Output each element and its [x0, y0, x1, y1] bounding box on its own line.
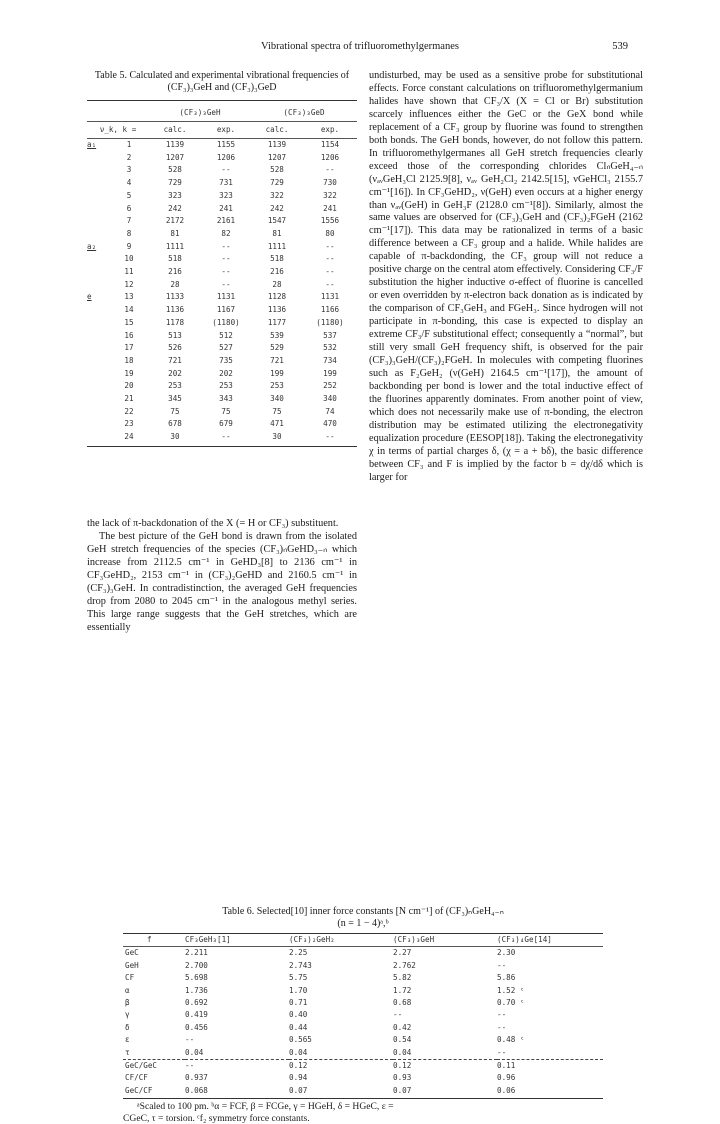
- table-5-cell-e2: --: [325, 241, 335, 251]
- table-6-cell-f: GeC: [123, 947, 185, 960]
- table-5-cell-e1: 512: [219, 330, 233, 340]
- table-6-col-header-4: (CF₃)₄Ge[14]: [497, 935, 552, 944]
- table-6-cell-v3: --: [393, 1010, 403, 1020]
- table-row: [87, 164, 357, 177]
- table-5-cell-c1: 1111: [165, 241, 185, 251]
- table-5-cell-c2: 721: [270, 355, 284, 365]
- table-5-cell-e2: 241: [323, 203, 337, 213]
- table-row: [87, 279, 357, 292]
- table-6-cell-v4: 0.48 ᶜ: [497, 1035, 525, 1045]
- table-6-cell-v3: 0.04: [393, 1047, 412, 1057]
- table-6: [123, 906, 603, 1124]
- table-5-col-header-calc-1: calc.: [149, 122, 201, 139]
- table-5-cell-c2: 216: [270, 267, 284, 277]
- table-5-cell-e2: 1556: [320, 216, 340, 226]
- table-row: [87, 355, 357, 368]
- table-5-cell-k: 17: [124, 343, 134, 353]
- table-row: [123, 972, 603, 984]
- table-row: [87, 291, 357, 304]
- running-title: Vibrational spectra of trifluoromethylgermanes: [261, 41, 459, 52]
- page-header: [0, 41, 720, 57]
- table-6-cell-f: CF/CF: [125, 1073, 148, 1083]
- table-row: [87, 266, 357, 279]
- table-5-cell-e1: 679: [219, 419, 233, 429]
- left-paragraph-1: the lack of π-backdonation of the X (= H or CF₃) substituent.: [87, 518, 339, 529]
- table-row: [87, 368, 357, 381]
- table-row: [123, 1060, 603, 1073]
- table-6-cell-v4: 2.30: [497, 947, 603, 960]
- table-6-cell-v2: 0.04: [289, 1047, 308, 1057]
- table-6-cell-f: δ: [125, 1022, 130, 1032]
- table-5-cell-c2: 528: [270, 165, 284, 175]
- table-5-cell-c1: 678: [168, 419, 182, 429]
- left-paragraph-2: The best picture of the GeH bond is drawn from the isolated GeH stretch frequencies of the species (CF₃)ₙGeHD₃₋ₙ which increase from 2112.5 cm⁻¹ in GeHD₃[8] to 2136 cm⁻¹ in CF₃GeHD₂, 2153 cm⁻¹ in (CF₃)₂GeHD and 2160.5 cm⁻¹ in (CF₃)₃GeH. In contradistinction, the averaged GeH frequencies drop from 2080 to 2045 cm⁻¹ in the analogous methyl series. This large range suggests that the GeH stretches, which are essentially: [87, 530, 357, 633]
- table-6-cell-v2: 0.44: [289, 1022, 308, 1032]
- table-5-cell-sym: [87, 355, 109, 368]
- table-6-cell-v4: --: [497, 1010, 507, 1020]
- table-6-cell-v4: --: [497, 960, 507, 970]
- table-6-cell-v1: 2.211: [185, 947, 289, 960]
- table-row: [87, 418, 357, 431]
- table-5-cell-k: 8: [126, 228, 132, 238]
- table-5-cell-sym: [87, 266, 109, 279]
- table-6-cell-v2: 2.25: [289, 947, 393, 960]
- table-6-cell-f: GeH: [125, 960, 139, 970]
- table-5-cell-k: 16: [124, 330, 134, 340]
- table-6-cell-v3: 0.12: [393, 1060, 497, 1073]
- table-5-cell-k: 12: [124, 279, 134, 289]
- table-5-cell-e2: --: [325, 432, 335, 442]
- table-5-cell-c1: 1133: [165, 292, 185, 302]
- table-row: [123, 997, 603, 1009]
- table-6-cell-v3: 1.72: [393, 985, 412, 995]
- table-6-cell-v1: 0.04: [185, 1047, 204, 1057]
- table-5-cell-e1: 75: [221, 406, 231, 416]
- table-5-cell-e1: 82: [221, 228, 231, 238]
- table-5-cell-e2: 470: [323, 419, 337, 429]
- table-6-cell-v2: 5.75: [289, 973, 308, 983]
- table-6-cell-v3: 0.93: [393, 1073, 412, 1083]
- table-6-cell-v3: 5.82: [393, 973, 412, 983]
- table-5-cell-c1: 1178: [165, 317, 185, 327]
- table-6-footnote-2: CGeC, τ = torsion. ᶜf₂ symmetry force constants.: [123, 1112, 310, 1124]
- table-5-cell-sym: [87, 330, 109, 343]
- table-5-cell-c2: 1177: [267, 317, 287, 327]
- table-6-cell-v2: 2.743: [289, 960, 312, 970]
- table-5-cell-e2: 1206: [320, 152, 340, 162]
- table-6-cell-f: β: [125, 998, 130, 1008]
- right-column-text: [369, 70, 643, 485]
- table-5-cell-e2: 340: [323, 394, 337, 404]
- table-5-cell-e1: --: [221, 241, 231, 251]
- table-6-col-header-2: (CF₃)₂GeH₂: [289, 935, 335, 944]
- table-5-cell-sym: [87, 431, 109, 444]
- table-5-cell-c2: 471: [270, 419, 284, 429]
- table-5-cell-sym: [87, 253, 109, 266]
- table-5-cell-k: 3: [126, 165, 132, 175]
- table-5-cell-c1: 513: [168, 330, 182, 340]
- table-row: [87, 380, 357, 393]
- table-5-cell-c2: 1547: [267, 216, 287, 226]
- table-5-cell-c2: 340: [270, 394, 284, 404]
- table-5-cell-c1: 1136: [165, 305, 185, 315]
- table-5-cell-k: 5: [126, 190, 132, 200]
- table-row: [87, 241, 357, 254]
- table-row: [87, 215, 357, 228]
- table-5-col-header-k: ν_k, k =: [87, 122, 149, 139]
- table-6-caption: [123, 906, 603, 918]
- table-6-col-header-f: f: [147, 935, 152, 944]
- table-5-cell-k: 1: [109, 139, 149, 152]
- table-5-cell-c1: 323: [168, 190, 182, 200]
- table-5-cell-c1: 75: [170, 406, 180, 416]
- table-5-col-header-exp-1: exp.: [201, 122, 251, 139]
- table-row: [87, 177, 357, 190]
- table-6-cell-f: ε: [125, 1035, 130, 1045]
- table-6-cell-v3: 2.762: [393, 960, 416, 970]
- table-row: [87, 152, 357, 165]
- table-5-cell-c2: 1139: [251, 139, 303, 152]
- table-5-cell-sym: a₂: [87, 241, 97, 251]
- table-5-cell-c2: 729: [270, 178, 284, 188]
- table-row: [87, 304, 357, 317]
- table-5-cell-c1: 216: [168, 267, 182, 277]
- table-5-cell-k: 15: [124, 317, 134, 327]
- table-5-cell-e2: --: [325, 254, 335, 264]
- table-5-cell-e2: 322: [323, 190, 337, 200]
- table-6-cell-v2: 0.40: [289, 1010, 308, 1020]
- table-6-cell-v4: 1.52 ᶜ: [497, 985, 525, 995]
- table-5-cell-c2: 242: [270, 203, 284, 213]
- table-5-cell-c2: 253: [270, 381, 284, 391]
- table-6-cell-v2: 1.70: [289, 985, 308, 995]
- table-6-cell-v2: 0.71: [289, 998, 308, 1008]
- table-5-cell-c2: 30: [272, 432, 282, 442]
- table-6-cell-f: GeC/GeC: [123, 1060, 185, 1073]
- table-5-cell-c2: 322: [270, 190, 284, 200]
- table-5-cell-sym: [87, 177, 109, 190]
- table-5-cell-e2: 1166: [320, 305, 340, 315]
- table-6-cell-f: CF: [125, 973, 135, 983]
- table-5-cell-c1: 81: [170, 228, 180, 238]
- table-row: [123, 1034, 603, 1046]
- table-5-cell-sym: [87, 164, 109, 177]
- table-5-cell-k: 19: [124, 368, 134, 378]
- table-6-cell-v4: --: [497, 1047, 507, 1057]
- table-6-cell-v1: 0.068: [185, 1085, 208, 1095]
- table-row: [87, 253, 357, 266]
- table-5-grid: [87, 105, 357, 444]
- table-row: [87, 190, 357, 203]
- table-5-cell-c2: 518: [270, 254, 284, 264]
- table-5-cell-c1: 28: [170, 279, 180, 289]
- table-5-cell-e1: 527: [219, 343, 233, 353]
- table-5-cell-k: 14: [124, 305, 134, 315]
- table-5-col-header-calc-2: calc.: [251, 122, 303, 139]
- table-5-cell-c1: 2172: [165, 216, 185, 226]
- table-row: [87, 431, 357, 444]
- table-5-cell-e2: 80: [325, 228, 335, 238]
- table-5-cell-c1: 345: [168, 394, 182, 404]
- table-6-cell-v4: 0.70 ᶜ: [497, 998, 525, 1008]
- table-5: [87, 70, 357, 447]
- table-5-cell-sym: [87, 393, 109, 406]
- table-5-cell-e2: --: [325, 165, 335, 175]
- table-5-cell-k: 10: [124, 254, 134, 264]
- table-6-cell-v4: 0.11: [497, 1060, 603, 1073]
- table-5-cell-e1: (1180): [212, 317, 240, 327]
- table-5-cell-e1: --: [221, 254, 231, 264]
- table-row: [87, 228, 357, 241]
- table-row: [87, 406, 357, 419]
- table-row: [87, 330, 357, 343]
- table-5-cell-c2: 75: [272, 406, 282, 416]
- table-5-cell-e2: 730: [323, 178, 337, 188]
- table-5-cell-c1: 721: [168, 355, 182, 365]
- table-5-group-header-ged: (CF₃)₃GeD: [283, 107, 325, 117]
- table-5-cell-sym: [87, 152, 109, 165]
- table-6-cell-f: α: [125, 985, 130, 995]
- table-6-col-header-1: CF₃GeH₃[1]: [185, 935, 231, 944]
- table-5-cell-c1: 202: [168, 368, 182, 378]
- table-5-cell-e1: --: [221, 279, 231, 289]
- table-5-cell-e1: 1206: [216, 152, 236, 162]
- table-5-cell-c1: 526: [168, 343, 182, 353]
- table-5-cell-e2: --: [325, 279, 335, 289]
- table-5-cell-c1: 30: [170, 432, 180, 442]
- table-row: [123, 1072, 603, 1084]
- table-5-cell-c1: 518: [168, 254, 182, 264]
- table-5-cell-sym: [87, 190, 109, 203]
- table-row: [123, 947, 603, 960]
- table-6-cell-v4: 0.96: [497, 1073, 516, 1083]
- table-6-cell-v1: 0.419: [185, 1010, 208, 1020]
- table-5-cell-e1: --: [221, 432, 231, 442]
- table-6-cell-v2: 0.565: [289, 1035, 312, 1045]
- table-5-cell-e2: (1180): [316, 317, 344, 327]
- table-row: [123, 960, 603, 972]
- table-6-cell-v1: 5.698: [185, 973, 208, 983]
- table-6-cell-v2: 0.12: [289, 1060, 393, 1073]
- table-5-cell-k: 11: [124, 267, 134, 277]
- table-5-cell-e2: 252: [323, 381, 337, 391]
- table-6-cell-v3: 0.42: [393, 1022, 412, 1032]
- table-5-cell-sym: [87, 342, 109, 355]
- table-6-footnote-1: ᵃScaled to 100 pm. ᵇα = FCF, β = FCGe, γ = HGeH, δ = HGeC, ε =: [137, 1101, 394, 1113]
- table-5-cell-k: 4: [126, 178, 132, 188]
- table-5-cell-k: 22: [124, 406, 134, 416]
- table-6-cell-v3: 0.54: [393, 1035, 412, 1045]
- table-5-cell-k: 6: [126, 203, 132, 213]
- table-6-cell-v3: 0.68: [393, 998, 412, 1008]
- table-6-cell-v4: --: [497, 1022, 507, 1032]
- table-5-cell-sym: [87, 228, 109, 241]
- table-5-cell-sym: [87, 317, 109, 330]
- table-6-cell-v2: 0.07: [289, 1085, 308, 1095]
- table-5-cell-c2: 529: [270, 343, 284, 353]
- table-6-cell-v1: 1.736: [185, 985, 208, 995]
- table-6-cell-v2: 0.94: [289, 1073, 308, 1083]
- table-5-cell-e1: --: [221, 165, 231, 175]
- table-5-cell-e2: 199: [323, 368, 337, 378]
- table-5-cell-e2: 74: [325, 406, 335, 416]
- table-6-cell-v1: 2.700: [185, 960, 208, 970]
- table-6-cell-f: τ: [125, 1047, 130, 1057]
- table-6-grid: [123, 934, 603, 1097]
- table-5-col-header-exp-2: exp.: [303, 122, 357, 139]
- table-6-cell-v4: 5.86: [497, 973, 516, 983]
- table-5-cell-e1: --: [221, 267, 231, 277]
- table-row: [87, 139, 357, 152]
- table-5-cell-e1: 1131: [216, 292, 236, 302]
- table-5-cell-sym: [87, 215, 109, 228]
- table-5-cell-sym: a₁: [87, 139, 109, 152]
- table-6-cell-v1: 0.937: [185, 1073, 208, 1083]
- table-5-cell-e2: 532: [323, 343, 337, 353]
- table-5-cell-e1: 731: [219, 178, 233, 188]
- table-5-cell-sym: [87, 368, 109, 381]
- table-6-cell-f: γ: [125, 1010, 130, 1020]
- table-5-cell-e1: 1167: [216, 305, 236, 315]
- table-5-cell-k: 13: [124, 292, 134, 302]
- table-5-cell-k: 21: [124, 394, 134, 404]
- table-6-caption-sub: (n = 1 − 4)ᵃ,ᵇ: [337, 918, 389, 929]
- table-5-cell-e1: 1155: [201, 139, 251, 152]
- table-6-cell-v3: 2.27: [393, 947, 497, 960]
- table-5-cell-k: 24: [124, 432, 134, 442]
- table-5-cell-e2: 1131: [320, 292, 340, 302]
- table-5-cell-k: 20: [124, 381, 134, 391]
- table-5-cell-sym: [87, 418, 109, 431]
- table-5-cell-c2: 28: [272, 279, 282, 289]
- table-6-cell-v1: 0.692: [185, 998, 208, 1008]
- table-5-caption: [87, 70, 357, 94]
- table-5-cell-k: 2: [126, 152, 132, 162]
- table-5-cell-c1: 253: [168, 381, 182, 391]
- table-row: [123, 1085, 603, 1097]
- table-6-cell-v1: --: [185, 1035, 195, 1045]
- table-5-cell-sym: [87, 279, 109, 292]
- table-5-cell-sym: [87, 304, 109, 317]
- table-row: [87, 342, 357, 355]
- table-row: [123, 985, 603, 997]
- table-row: [87, 393, 357, 406]
- table-6-cell-f: GeC/CF: [125, 1085, 153, 1095]
- table-6-cell-v1: 0.456: [185, 1022, 208, 1032]
- table-5-caption-label: Table 5.: [94, 70, 127, 81]
- table-5-cell-k: 9: [126, 241, 132, 251]
- table-6-col-header-3: (CF₃)₃GeH: [393, 935, 435, 944]
- table-5-cell-e2: 537: [323, 330, 337, 340]
- table-5-cell-sym: [87, 406, 109, 419]
- table-5-cell-sym: [87, 380, 109, 393]
- table-5-cell-c2: 1207: [267, 152, 287, 162]
- table-5-cell-sym: e: [87, 292, 92, 302]
- table-5-cell-e1: 323: [219, 190, 233, 200]
- table-5-cell-c1: 242: [168, 203, 182, 213]
- table-5-cell-e1: 2161: [216, 216, 236, 226]
- table-5-cell-e1: 343: [219, 394, 233, 404]
- table-5-cell-sym: [87, 203, 109, 216]
- table-6-caption-label: Table 6.: [222, 906, 255, 917]
- table-5-cell-e2: --: [325, 267, 335, 277]
- table-row: [123, 1047, 603, 1060]
- table-row: [87, 203, 357, 216]
- right-paragraph-1: undisturbed, may be used as a sensitive probe for substitutional effects. Force constant calculations on trifluoromethylgermanium halides have shown that CF₃/X (X = Cl or Br) substitution scarcely influences either the GeC or the GeX bond while replacement of a CF₃ group by fluorine was found to strengthen both bonds. The GeH bonds, however, do not follow this pattern. In trifluoromethylgermanes all GeH stretch frequencies clearly exceed those of the corresponding chlorides ClₙGeH₄₋ₙ (νₐᵥGeH₃Cl 2125.9[8], νₐᵥ GeH₂Cl₂ 2142.5[15], νGeHCl₃ 2155.7 cm⁻¹[16]). In CF₃GeHD₂, ν(GeH) even occurs at a higher energy than νₐᵥ(GeH) in GeH₃F (2128.0 cm⁻¹[8]). Similarly, almost the same values are observed for (CF₃)₃GeH and (CF₃)₂FGeH (2162 cm⁻¹[17]). This data may be rationalized in terms of a basic difference between a CF₃ group and a halide. While halides are capable of π-backdonding, the CF₃ group will not reduce a positive charge on the central atom effectively. Considering CF₃/F substitution the higher inductive σ-effect of fluorine is cancelled or even overridden by π-electron back donation as is indicated by the comparison of CF₃GeH₃ and FGeH₃. Since hydrogen will not participate in π-bonding, this case is expected to display an extreme CF₃/F substitutional effect; consequently a “normal”, but still very small GeH frequency shift, is observed for the pair (CF₃)₃GeH/(CF₃)₂FGeH. In molecules with competing fluorines such as F₂GeH₂ (ν(GeH) 2164.5 cm⁻¹[17]), the amount of backbonding per bond is lower and the total inductive effect of the fluorines apparently dominates. From another point of view, which does not necessarily make use of π-bonding, the electron distribution may be estimated utilizing the electronegativity equalization procedure (EESOP[18]). Taking the electronegativity χ in terms of partial charges δ, (χ = a + bδ), the basic difference between CF₃ and F is implied by the factor b = dχ/dδ which is larger for: [369, 70, 643, 483]
- page-number: 539: [612, 41, 628, 52]
- table-5-cell-e1: 735: [219, 355, 233, 365]
- table-5-cell-e2: 1154: [303, 139, 357, 152]
- table-row: [87, 317, 357, 330]
- table-5-cell-c2: 539: [270, 330, 284, 340]
- table-5-cell-k: 18: [124, 355, 134, 365]
- table-5-group-header-geh: (CF₃)₃GeH: [179, 107, 221, 117]
- table-row: [123, 1009, 603, 1021]
- table-5-cell-c1: 729: [168, 178, 182, 188]
- table-6-caption-text: Selected[10] inner force constants [N cm⁻¹] of (CF₃)ₙGeH₄₋ₙ: [256, 906, 504, 917]
- table-5-caption-text: Calculated and experimental vibrational frequencies of (CF₃)₃GeH and (CF₃)₃GeD: [129, 70, 350, 93]
- table-5-cell-c1: 1207: [165, 152, 185, 162]
- table-6-cell-v3: 0.07: [393, 1085, 412, 1095]
- table-5-cell-e2: 734: [323, 355, 337, 365]
- table-5-cell-e1: 202: [219, 368, 233, 378]
- table-5-cell-c2: 199: [270, 368, 284, 378]
- left-column-text: [87, 518, 357, 635]
- table-5-cell-e1: 241: [219, 203, 233, 213]
- table-5-cell-c2: 1111: [267, 241, 287, 251]
- table-5-cell-c2: 1136: [267, 305, 287, 315]
- table-row: [123, 1022, 603, 1034]
- table-5-cell-c1: 528: [168, 165, 182, 175]
- table-5-cell-c2: 1128: [267, 292, 287, 302]
- table-5-cell-e1: 253: [219, 381, 233, 391]
- table-5-cell-c2: 81: [272, 228, 282, 238]
- table-6-cell-v1: --: [185, 1060, 289, 1073]
- table-6-cell-v4: 0.06: [497, 1085, 516, 1095]
- table-5-cell-c1: 1139: [149, 139, 201, 152]
- table-5-cell-k: 7: [126, 216, 132, 226]
- table-5-cell-k: 23: [124, 419, 134, 429]
